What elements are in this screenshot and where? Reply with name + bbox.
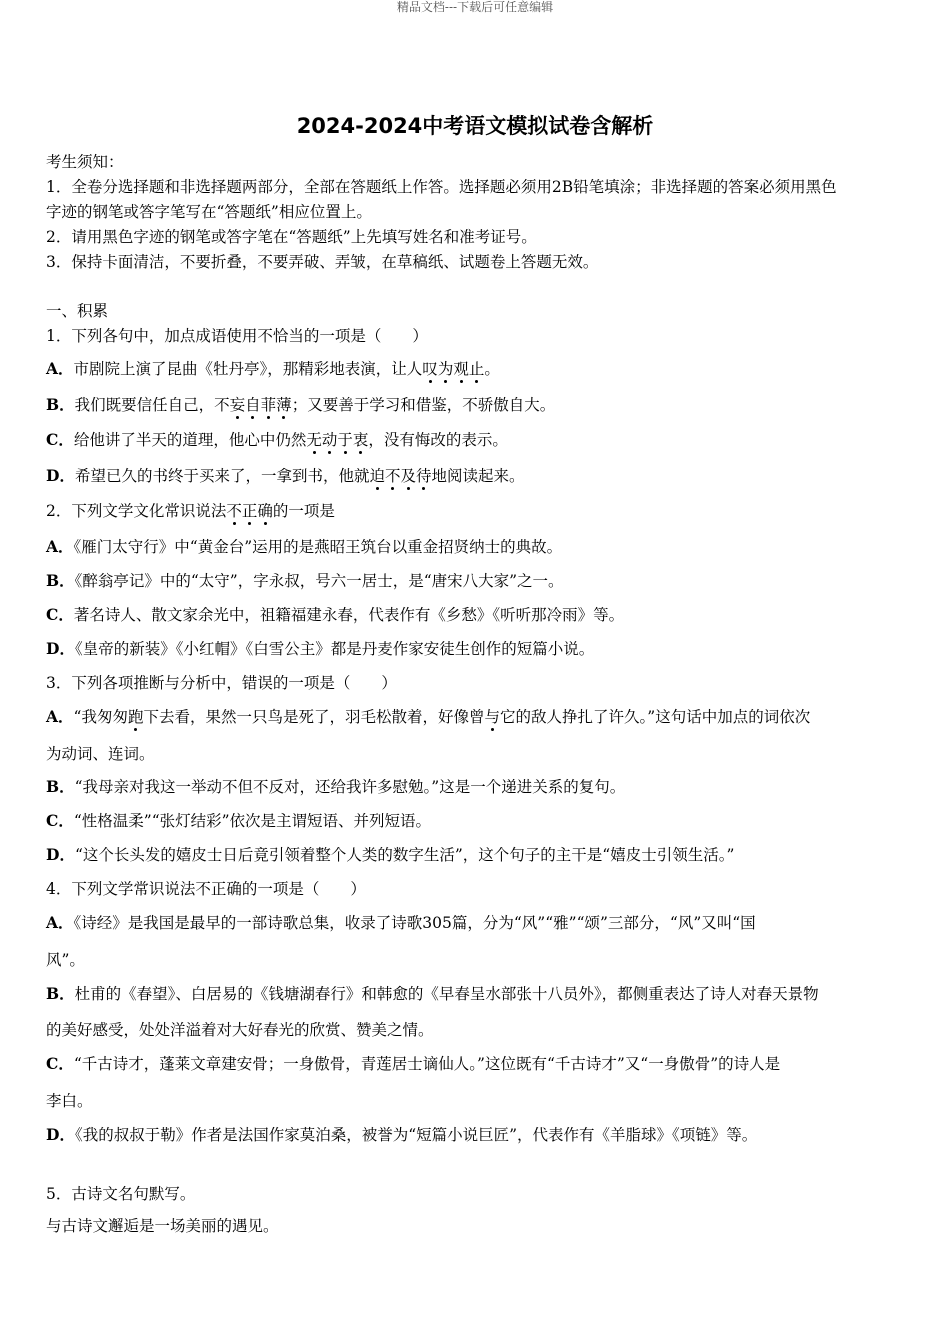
option-text: ，没有悔改的表示。	[368, 431, 508, 449]
q2-option-d	[46, 639, 906, 659]
option-label: B．	[46, 571, 75, 590]
option-text: 下去看，果然一只鸟是死了，羽毛松散着，好像曾	[143, 708, 485, 726]
emphasis-char: 不	[384, 467, 401, 485]
option-label: C．	[46, 430, 74, 449]
notice-item: 1．全卷分选择题和非选择题两部分，全部在答题纸上作答。选择题必须用2B铅笔填涂；非选择题的答案必须用黑色	[46, 178, 837, 196]
q1-option-b	[46, 395, 906, 415]
emphasis-char: 待	[416, 467, 432, 485]
option-label: A．	[46, 913, 74, 932]
stem-text: 2．下列文学文化常识说法	[46, 502, 227, 520]
option-label: B．	[46, 777, 75, 796]
q4-option-b	[46, 984, 906, 1004]
option-label: B．	[46, 984, 75, 1003]
section-heading: 一、积累	[46, 302, 109, 320]
dotted-word	[226, 502, 273, 520]
emphasis-char: 不	[226, 502, 242, 520]
option-label: B．	[46, 395, 75, 414]
q3-option-a-continued: 为动词、连词。	[46, 745, 155, 763]
emphasis-char: 无	[306, 431, 322, 449]
option-text: 它的敌人挣扎了许久。”这句话中加点的词依次	[500, 708, 811, 726]
q4-option-c-continued: 李白。	[46, 1092, 93, 1110]
option-label: A．	[46, 537, 74, 556]
dotted-idiom	[230, 396, 292, 414]
option-label: C．	[46, 605, 74, 624]
emphasis-char: 衷	[352, 431, 369, 449]
stem-text: 的一项是	[272, 502, 335, 520]
emphasis-char: 确	[257, 502, 273, 520]
option-text: “我匆匆	[73, 708, 128, 726]
option-text: 《诗经》是我国是最早的一部诗歌总集，收录了诗歌305篇，分为“风”“雅”“颂”三部分，“风”又叫“国	[73, 914, 756, 932]
notice-item: 3．保持卡面清洁，不要折叠，不要弄破、弄皱，在草稿纸、试题卷上答题无效。	[46, 253, 599, 271]
q4-option-c	[46, 1054, 906, 1074]
option-label: C．	[46, 1054, 74, 1073]
question-3-stem: 3．下列各项推断与分析中，错误的一项是（ ）	[46, 674, 397, 692]
q3-option-d	[46, 845, 906, 865]
option-text: 《雁门太守行》中“黄金台”运用的是燕昭王筑台以重金招贤纳士的典故。	[73, 538, 563, 556]
option-text: 。	[484, 360, 500, 378]
option-text: “性格温柔”“张灯结彩”依次是主谓短语、并列短语。	[73, 812, 432, 830]
emphasis-char: 妄	[229, 396, 246, 414]
question-1-stem: 1．下列各句中，加点成语使用不恰当的一项是（ ）	[46, 327, 428, 345]
option-text: 市剧院上演了昆曲《牡丹亭》，那精彩地表演，让人	[73, 360, 423, 378]
option-label: D．	[46, 845, 75, 864]
page-title: 2024-2024中考语文模拟试卷含解析	[296, 114, 654, 138]
option-text: 希望已久的书终于买来了，一拿到书，他就	[74, 467, 370, 485]
option-text: 地阅读起来。	[431, 467, 525, 485]
q1-option-d	[46, 466, 906, 486]
emphasis-char: 及	[400, 467, 417, 485]
notice-item: 字迹的钢笔或答字笔写在“答题纸”相应位置上。	[46, 203, 372, 221]
option-text: 《我的叔叔于勒》作者是法国作家莫泊桑，被誉为“短篇小说巨匠”，代表作有《羊脂球》《项链》等。	[74, 1126, 758, 1144]
q2-option-b	[46, 571, 906, 591]
q4-option-d	[46, 1125, 906, 1145]
dotted-idiom	[369, 467, 431, 485]
emphasis-char: 正	[241, 502, 258, 520]
q4-option-a-continued: 风”。	[46, 951, 85, 969]
page-header: 精品文档---下载后可任意编辑	[396, 0, 554, 14]
option-text: 《醉翁亭记》中的“太守”，字永叔，号六一居士，是“唐宋八大家”之一。	[74, 572, 564, 590]
question-5-stem: 5．古诗文名句默写。	[46, 1185, 196, 1203]
question-2-stem	[46, 501, 906, 521]
emphasis-char: 动	[321, 431, 338, 449]
q1-option-a	[46, 359, 906, 379]
option-text: “我母亲对我这一举动不但不反对，还给我许多慰勉。”这是一个递进关系的复句。	[74, 778, 626, 796]
option-label: C．	[46, 811, 74, 830]
dotted-word	[128, 708, 144, 726]
option-text: 我们既要信任自己，不	[74, 396, 230, 414]
option-text: 《皇帝的新装》《小红帽》《白雪公主》都是丹麦作家安徒生创作的短篇小说。	[74, 640, 595, 658]
emphasis-char: 跑	[127, 708, 144, 726]
q4-option-a	[46, 913, 906, 933]
dotted-idiom	[422, 360, 484, 378]
emphasis-char: 止	[468, 360, 485, 378]
q3-option-a	[46, 707, 906, 727]
emphasis-char: 自	[245, 396, 261, 414]
q2-option-a	[46, 537, 906, 557]
q4-option-b-continued: 的美好感受，处处洋溢着对大好春光的欣赏、赞美之情。	[46, 1021, 434, 1039]
emphasis-char: 迫	[369, 467, 385, 485]
option-text: 杜甫的《春望》、白居易的《钱塘湖春行》和韩愈的《早春呈水部张十八员外》，都侧重表达了诗人对春天景物	[74, 985, 819, 1003]
question-5-intro: 与古诗文邂逅是一场美丽的遇见。	[46, 1217, 279, 1235]
q3-option-b	[46, 777, 906, 797]
emphasis-char: 菲	[260, 396, 277, 414]
option-label: D．	[46, 639, 75, 658]
option-text: ；又要善于学习和借鉴，不骄傲自大。	[291, 396, 556, 414]
emphasis-char: 于	[337, 431, 353, 449]
q1-option-c	[46, 430, 906, 450]
emphasis-char: 薄	[276, 396, 292, 414]
emphasis-char: 观	[453, 360, 469, 378]
option-label: A．	[46, 707, 74, 726]
option-text: 给他讲了半天的道理，他心中仍然	[73, 431, 307, 449]
q2-option-c	[46, 605, 906, 625]
emphasis-char: 为	[437, 360, 454, 378]
dotted-word	[485, 708, 501, 726]
option-text: “这个长头发的嬉皮士日后竟引领着整个人类的数字生活”，这个句子的主干是“嬉皮士引领生活。”	[74, 846, 735, 864]
dotted-idiom	[306, 431, 368, 449]
notice-heading: 考生须知：	[46, 153, 124, 171]
option-text: 著名诗人、散文家余光中，祖籍福建永春，代表作有《乡愁》《听听那冷雨》等。	[73, 606, 625, 624]
notice-item: 2．请用黑色字迹的钢笔或答字笔在“答题纸”上先填写姓名和准考证号。	[46, 228, 537, 246]
question-4-stem: 4．下列文学常识说法不正确的一项是（ ）	[46, 880, 366, 898]
emphasis-char: 叹	[422, 360, 438, 378]
emphasis-char: 与	[484, 708, 501, 726]
option-label: A．	[46, 359, 74, 378]
option-label: D．	[46, 1125, 75, 1144]
option-text: “千古诗才，蓬莱文章建安骨；一身傲骨，青莲居士谪仙人。”这位既有“千古诗才”又“一身傲骨”的诗人是	[73, 1055, 781, 1073]
q3-option-c	[46, 811, 906, 831]
option-label: D．	[46, 466, 75, 485]
